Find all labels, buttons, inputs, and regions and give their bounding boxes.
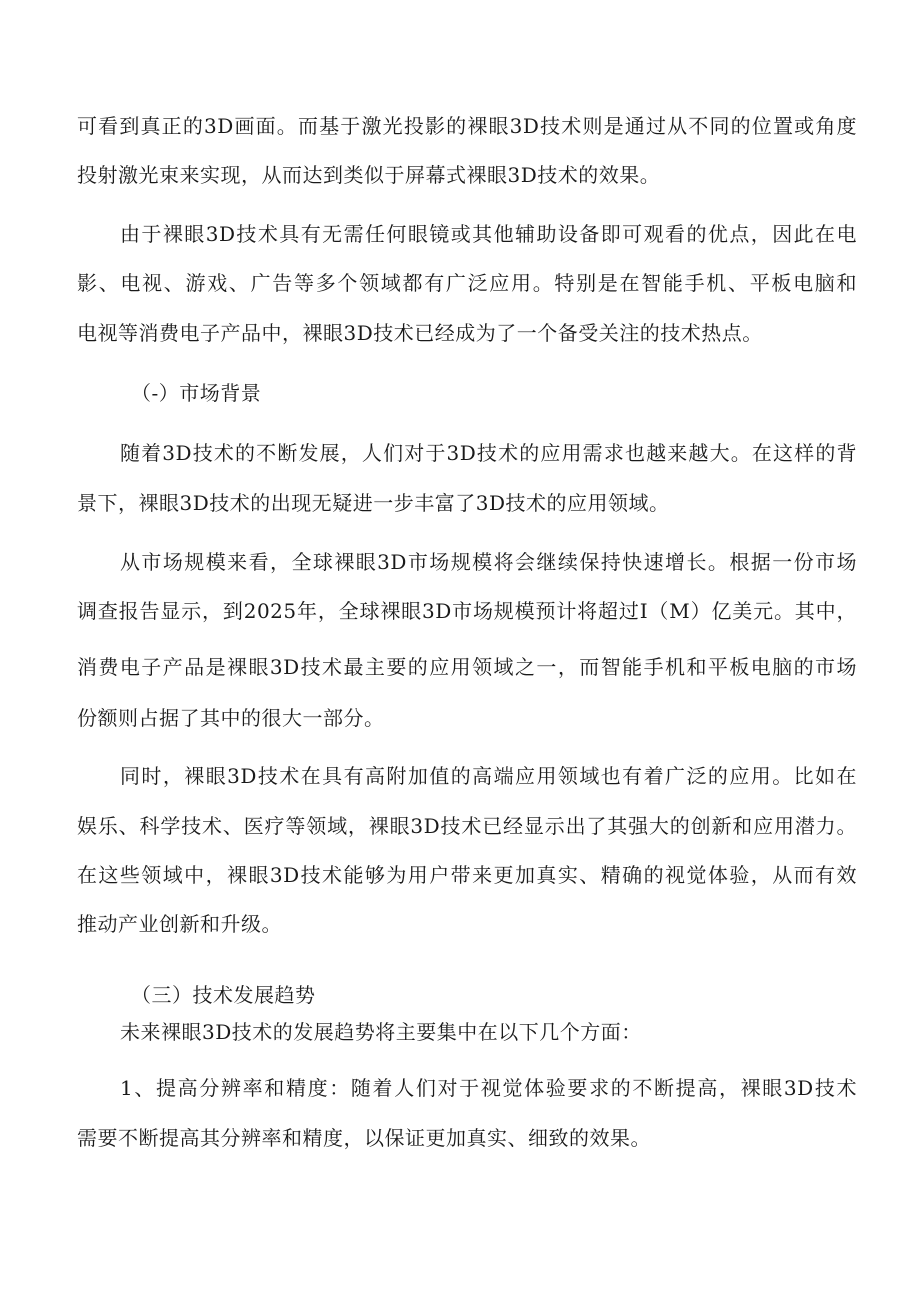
section-heading: （三）技术发展趋势 xyxy=(131,983,316,1007)
paragraph-line: 可看到真正的3D画面。而基于激光投影的裸眼3D技术则是通过从不同的位置或角度 xyxy=(77,114,857,138)
paragraph-line: 消费电子产品是裸眼3D技术最主要的应用领域之一，而智能手机和平板电脑的市场 xyxy=(77,655,857,679)
paragraph-line: 影、电视、游戏、广告等多个领域都有广泛应用。特别是在智能手机、平板电脑和 xyxy=(77,271,857,295)
list-item-line: 需要不断提高其分辨率和精度，以保证更加真实、细致的效果。 xyxy=(77,1126,651,1150)
paragraph-line: 景下，裸眼3D技术的出现无疑进一步丰富了3D技术的应用领域。 xyxy=(77,491,670,515)
paragraph-line: 娱乐、科学技术、医疗等领域，裸眼3D技术已经显示出了其强大的创新和应用潜力。 xyxy=(77,814,857,838)
paragraph-line: 份额则占据了其中的很大一部分。 xyxy=(77,706,385,730)
paragraph-line: 从市场规模来看，全球裸眼3D市场规模将会继续保持快速增长。根据一份市场 xyxy=(120,550,857,574)
paragraph-line: 调查报告显示，到2025年，全球裸眼3D市场规模预计将超过I（M）亿美元。其中， xyxy=(77,599,857,623)
paragraph-line: 未来裸眼3D技术的发展趋势将主要集中在以下几个方面： xyxy=(120,1020,642,1044)
paragraph-line: 由于裸眼3D技术具有无需任何眼镜或其他辅助设备即可观看的优点，因此在电 xyxy=(120,222,857,246)
paragraph-line: 随着3D技术的不断发展，人们对于3D技术的应用需求也越来越大。在这样的背 xyxy=(120,441,857,465)
section-heading: （-）市场背景 xyxy=(131,381,262,405)
paragraph-line: 在这些领域中，裸眼3D技术能够为用户带来更加真实、精确的视觉体验，从而有效 xyxy=(77,863,857,887)
paragraph-line: 推动产业创新和升级。 xyxy=(77,912,282,936)
paragraph-line: 电视等消费电子产品中，裸眼3D技术已经成为了一个备受关注的技术热点。 xyxy=(77,321,763,345)
paragraph-line: 投射激光束来实现，从而达到类似于屏幕式裸眼3D技术的效果。 xyxy=(77,163,661,187)
list-item-line: 1、提高分辨率和精度：随着人们对于视觉体验要求的不断提高，裸眼3D技术 xyxy=(120,1076,857,1100)
paragraph-line: 同时，裸眼3D技术在具有高附加值的高端应用领域也有着广泛的应用。比如在 xyxy=(120,764,857,788)
